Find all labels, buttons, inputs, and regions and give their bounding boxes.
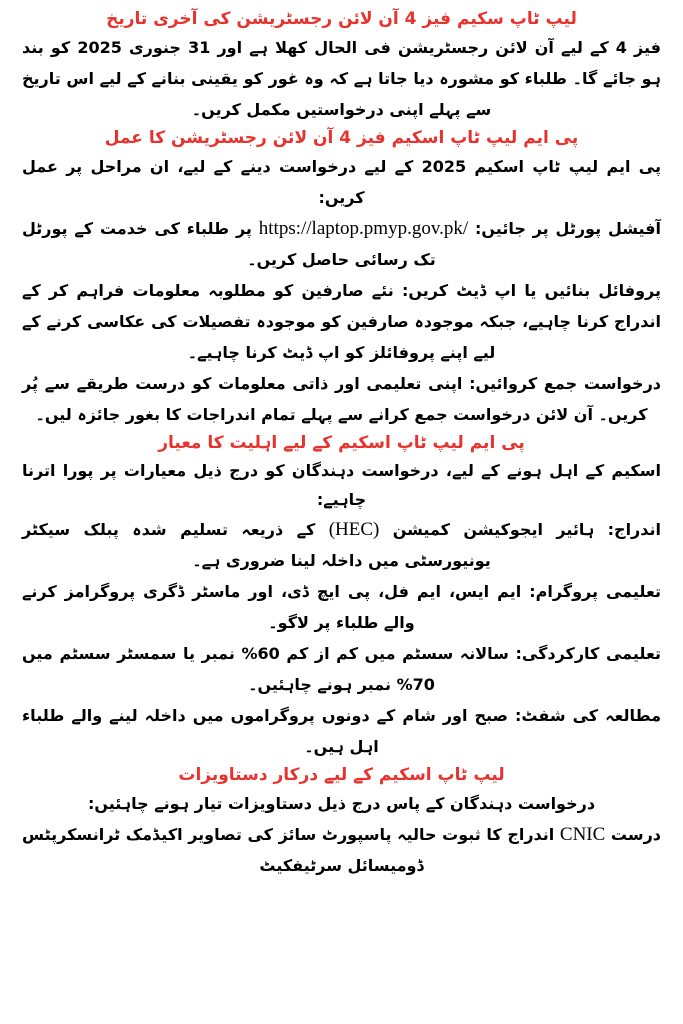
- process-intro: پی ایم لیپ ٹاپ اسکیم 2025 کے لیے درخواست دینے کے لیے، ان مراحل پر عمل کریں:: [22, 157, 661, 207]
- step-portal-label: آفیشل پورٹل پر جائیں:: [468, 219, 661, 238]
- hec-abbreviation: (HEC): [328, 519, 380, 540]
- deadline-paragraph: فیز 4 کے لیے آن لائن رجسٹریشن فی الحال کھلا ہے اور 31 جنوری 2025 کو بند ہو جائے گا۔ طلباء کو مشورہ دیا جاتا ہے کہ وہ غور کو یقینی بنانے کے لیے اس تاریخ سے پہلے اپنی درخواستیں مکمل کریں۔: [22, 38, 662, 119]
- cnic-abbreviation: CNIC: [559, 824, 606, 845]
- process-step-portal: [22, 213, 661, 275]
- process-section: [22, 125, 661, 430]
- enrollment-label: اندراج: ہائیر ایجوکیشن کمیشن: [379, 520, 661, 539]
- enrollment-text: کے ذریعہ تسلیم شدہ پبلک سیکٹر یونیورسٹی میں داخلہ لینا ضروری ہے۔: [22, 520, 491, 570]
- process-step-profile: پروفائل بنائیں یا اپ ڈیٹ کریں: نئے صارفین کو مطلوبہ معلومات فراہم کر کے اندراج کرنا چاہیے، جبکہ موجودہ صارفین کو موجودہ تفصیلات کی عکاسی کرنے کے لیے اپنے پروفائلز کو اپ ڈیٹ کرنا چاہیے۔: [22, 281, 661, 362]
- documents-list-text: اندراج کا ثبوت حالیہ پاسپورٹ سائز کی تصاویر اکیڈمک ٹرانسکرپٹس ڈومیسائل سرٹیفکیٹ: [22, 825, 560, 875]
- documents-list: [22, 819, 661, 881]
- documents-list-label: درست: [605, 825, 661, 844]
- process-heading: پی ایم لیپ ٹاپ اسکیم فیز 4 آن لائن رجسٹریشن کا عمل: [104, 128, 579, 148]
- deadline-section: [22, 6, 661, 125]
- eligibility-intro: اسکیم کے اہل ہونے کے لیے، درخواست دہندگان کو درج ذیل معیارات پر پورا اترنا چاہیے:: [22, 461, 661, 509]
- eligibility-shift: مطالعہ کی شفٹ: صبح اور شام کے دونوں پروگراموں میں داخلہ لینے والے طلباء اہل ہیں۔: [22, 706, 661, 756]
- documents-heading: لیپ ٹاپ اسکیم کے لیے درکار دستاویزات: [178, 765, 505, 785]
- eligibility-program: تعلیمی پروگرام: ایم ایس، ایم فل، پی ایچ ڈی، اور ماسٹر ڈگری پروگرامز کرنے والے طلباء پر لاگو۔: [22, 582, 661, 632]
- eligibility-heading: پی ایم لیپ ٹاپ اسکیم کے لیے اہلیت کا معیار: [158, 433, 525, 453]
- portal-url-link[interactable]: https://laptop.pmyp.gov.pk/: [258, 218, 469, 239]
- eligibility-section: [22, 430, 661, 762]
- documents-intro: درخواست دہندگان کے پاس درج ذیل دستاویزات تیار ہونے چاہئیں:: [87, 794, 596, 813]
- process-step-submit: درخواست جمع کروائیں: اپنی تعلیمی اور ذاتی معلومات کو درست طریقے سے پُر کریں۔ آن لائن درخواست جمع کرانے سے پہلے تمام اندراجات کا بغور جائزہ لیں۔: [22, 374, 661, 424]
- documents-section: [22, 762, 661, 881]
- eligibility-performance: تعلیمی کارکردگی: سالانہ سسٹم میں کم از کم 60% نمبر یا سمسٹر سسٹم میں 70% نمبر ہونے چاہئیں۔: [22, 644, 661, 694]
- step-portal-text: پر طلباء کی خدمت کے پورٹل تک رسائی حاصل کریں۔: [22, 219, 436, 269]
- deadline-heading: لیپ ٹاپ سکیم فیز 4 آن لائن رجسٹریشن کی آخری تاریخ: [106, 9, 577, 29]
- eligibility-enrollment: [22, 514, 661, 576]
